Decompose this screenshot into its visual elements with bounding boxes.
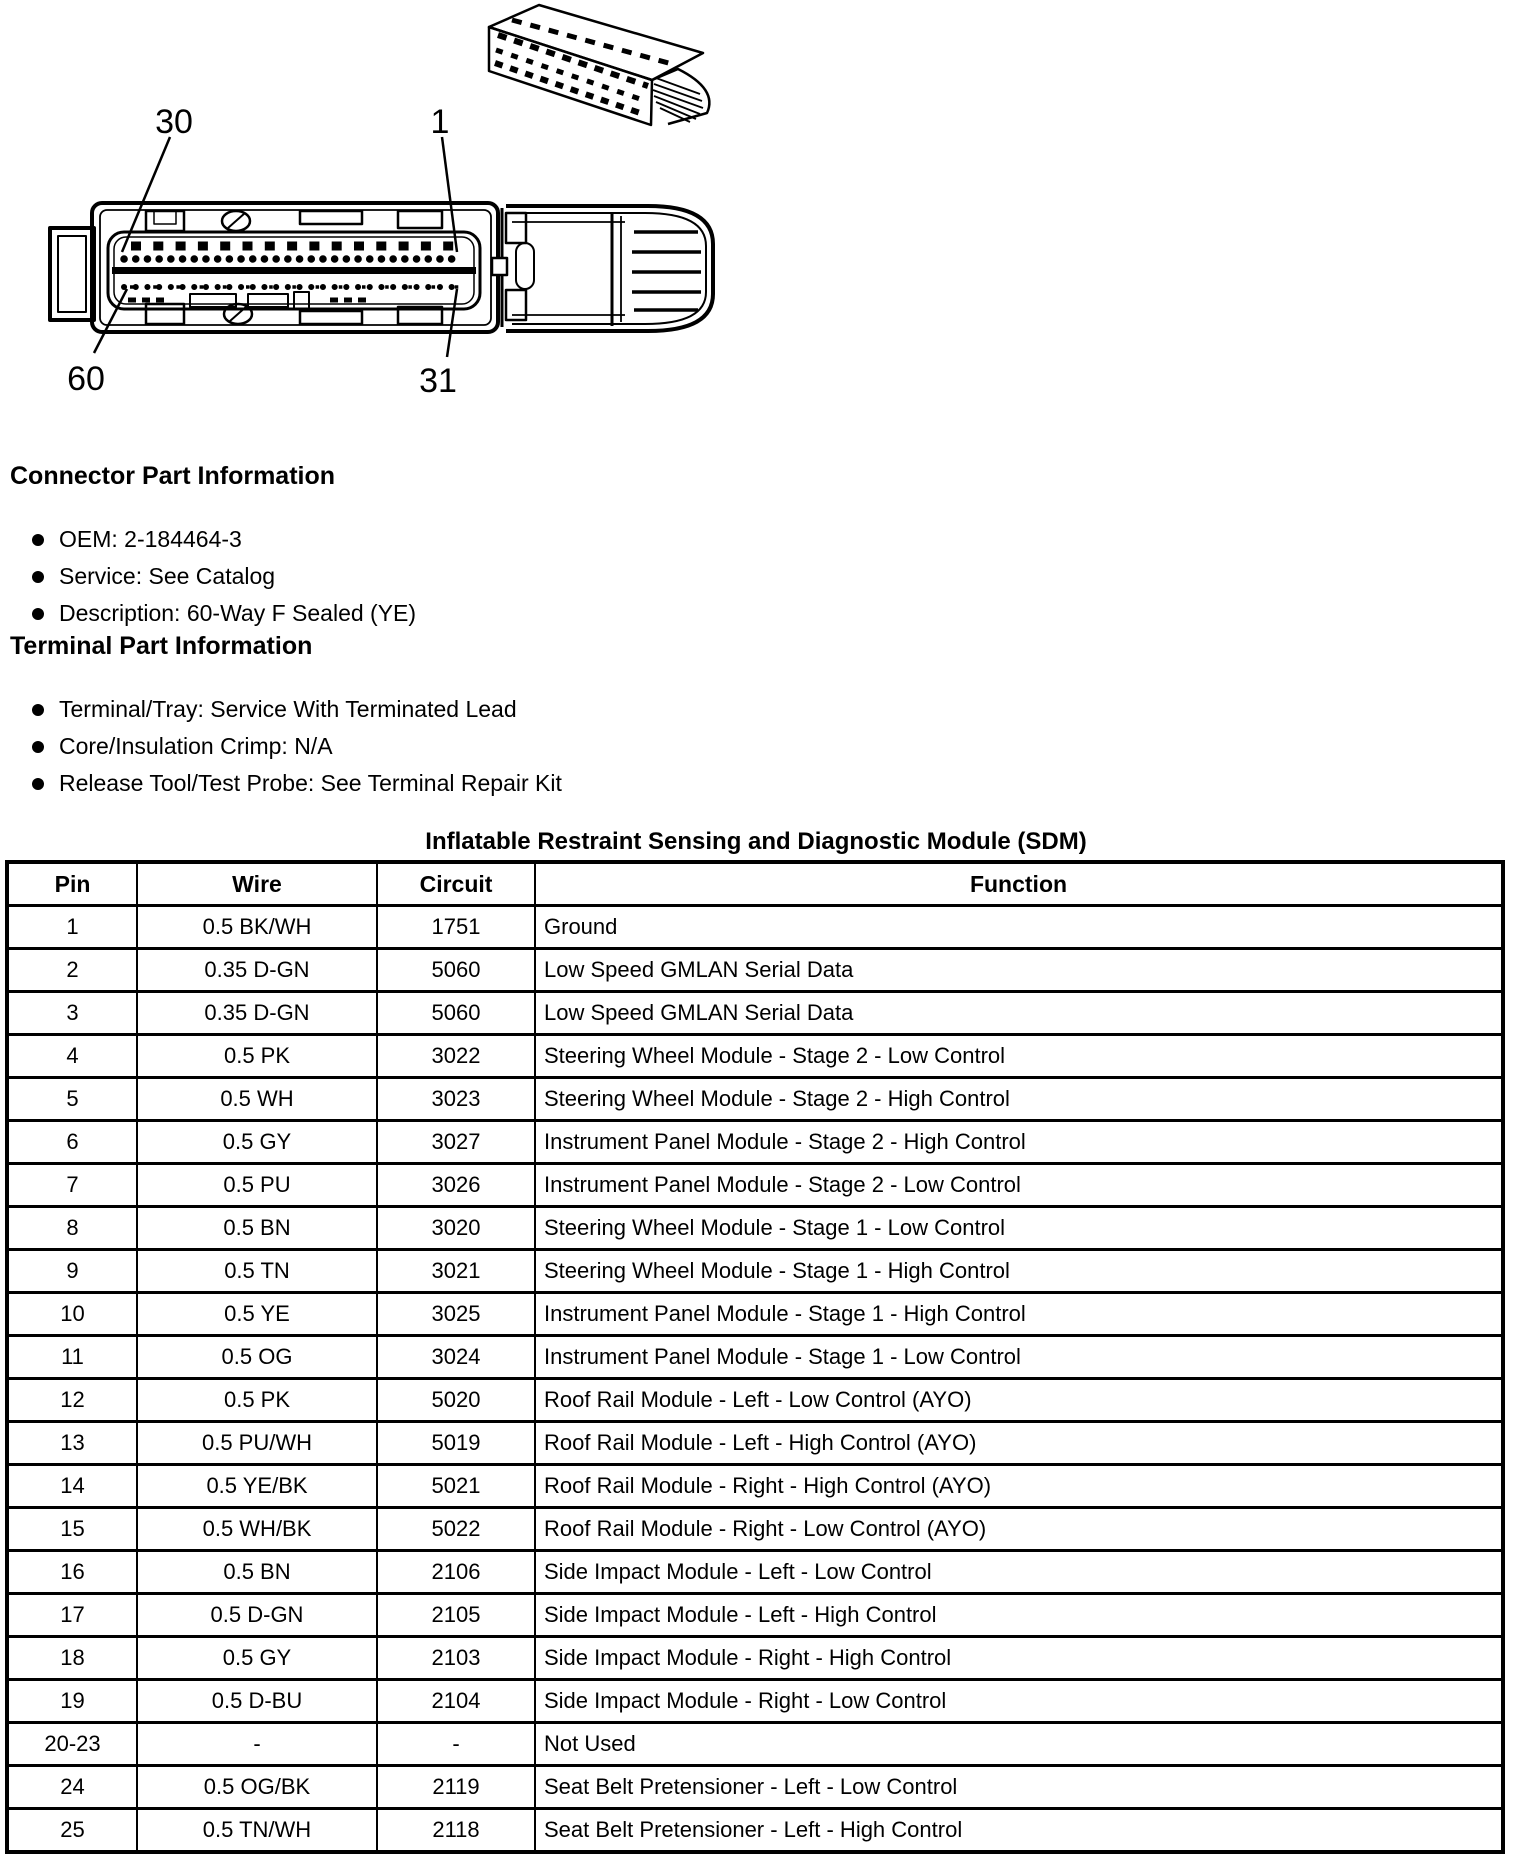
circuit-cell: 2106 [377,1551,535,1594]
table-row [7,1078,1503,1121]
bullet-item [10,595,416,632]
function-cell: Steering Wheel Module - Stage 1 - Low Control [535,1207,1503,1250]
pinout-table-body [7,906,1503,1853]
table-row [7,1422,1503,1465]
bullet-item [10,691,562,728]
circuit-cell: 2119 [377,1766,535,1809]
circuit-cell: 3027 [377,1121,535,1164]
circuit-cell: 5021 [377,1465,535,1508]
wire-cell: 0.5 GY [137,1121,377,1164]
table-row [7,1164,1503,1207]
bullet-item [10,521,416,558]
pin-cell: 3 [7,992,137,1035]
pin-cell: 2 [7,949,137,992]
circuit-cell: 3024 [377,1336,535,1379]
pin-cell: 19 [7,1680,137,1723]
bullet-icon [32,571,44,583]
function-cell: Side Impact Module - Left - Low Control [535,1551,1503,1594]
table-row [7,1723,1503,1766]
bullet-icon [32,778,44,790]
wire-cell: 0.5 PU/WH [137,1422,377,1465]
circuit-cell: 3020 [377,1207,535,1250]
pin-31-label: 31 [419,362,457,400]
pin-cell: 16 [7,1551,137,1594]
table-row [7,949,1503,992]
table-row [7,1207,1503,1250]
function-cell: Seat Belt Pretensioner - Left - High Control [535,1809,1503,1853]
function-cell: Ground [535,906,1503,949]
function-cell: Roof Rail Module - Left - Low Control (AYO) [535,1379,1503,1422]
function-cell: Steering Wheel Module - Stage 2 - High Control [535,1078,1503,1121]
table-row [7,1766,1503,1809]
table-row [7,1121,1503,1164]
function-cell: Side Impact Module - Right - Low Control [535,1680,1503,1723]
circuit-cell: 3026 [377,1164,535,1207]
wire-cell: 0.5 TN/WH [137,1809,377,1853]
table-row [7,1293,1503,1336]
wire-cell: 0.35 D-GN [137,992,377,1035]
table-title: Inflatable Restraint Sensing and Diagnostic Module (SDM) [425,828,1087,855]
table-row [7,906,1503,949]
circuit-cell: 2105 [377,1594,535,1637]
circuit-cell: 2103 [377,1637,535,1680]
table-row [7,992,1503,1035]
connector-diagram [0,0,760,410]
function-cell: Not Used [535,1723,1503,1766]
table-row [7,1379,1503,1422]
wire-cell: 0.5 BN [137,1551,377,1594]
connector-isometric-diagram [489,5,709,125]
wire-cell: - [137,1723,377,1766]
terminal-part-bullet-list [10,691,562,802]
function-cell: Roof Rail Module - Right - Low Control (AYO) [535,1508,1503,1551]
function-cell: Low Speed GMLAN Serial Data [535,949,1503,992]
table-row [7,1336,1503,1379]
bullet-text: Release Tool/Test Probe: See Terminal Repair Kit [59,770,562,796]
table-row [7,1637,1503,1680]
bullet-text: Description: 60-Way F Sealed (YE) [59,600,417,626]
pin-30-label: 30 [155,103,193,141]
wire-cell: 0.5 GY [137,1637,377,1680]
table-row [7,1680,1503,1723]
function-cell: Instrument Panel Module - Stage 1 - High Control [535,1293,1503,1336]
table-row [7,1035,1503,1078]
circuit-cell: 5060 [377,949,535,992]
wire-cell: 0.5 WH [137,1078,377,1121]
circuit-cell: 3022 [377,1035,535,1078]
pin-cell: 20-23 [7,1723,137,1766]
pinout-table [5,860,1505,1854]
wire-cell: 0.5 D-GN [137,1594,377,1637]
table-row [7,1809,1503,1853]
circuit-cell: 3023 [377,1078,535,1121]
table-row [7,1508,1503,1551]
bullet-icon [32,704,44,716]
function-cell: Low Speed GMLAN Serial Data [535,992,1503,1035]
wire-cell: 0.5 WH/BK [137,1508,377,1551]
pin-cell: 14 [7,1465,137,1508]
bullet-text: OEM: 2-184464-3 [59,526,242,552]
wire-cell: 0.5 BK/WH [137,906,377,949]
pin-cell: 10 [7,1293,137,1336]
pin-1-label: 1 [430,103,450,141]
pin-cell: 18 [7,1637,137,1680]
circuit-cell: 2104 [377,1680,535,1723]
column-header-pin: Pin [7,862,137,906]
pin-cell: 6 [7,1121,137,1164]
circuit-cell: 5060 [377,992,535,1035]
pin-cell: 1 [7,906,137,949]
wire-cell: 0.5 TN [137,1250,377,1293]
bullet-item [10,728,562,765]
function-cell: Roof Rail Module - Right - High Control (AYO) [535,1465,1503,1508]
function-cell: Steering Wheel Module - Stage 1 - High Control [535,1250,1503,1293]
wire-cell: 0.5 OG [137,1336,377,1379]
pin-cell: 12 [7,1379,137,1422]
pin-cell: 24 [7,1766,137,1809]
wire-cell: 0.35 D-GN [137,949,377,992]
connector-front-view-diagram [50,203,713,332]
wire-cell: 0.5 YE [137,1293,377,1336]
bullet-item [10,765,562,802]
wire-cell: 0.5 PK [137,1035,377,1078]
wire-cell: 0.5 D-BU [137,1680,377,1723]
connector-part-bullet-list [10,521,416,632]
function-cell: Side Impact Module - Left - High Control [535,1594,1503,1637]
pin-cell: 5 [7,1078,137,1121]
column-header-function: Function [535,862,1503,906]
bullet-text: Core/Insulation Crimp: N/A [59,733,333,759]
wire-cell: 0.5 PK [137,1379,377,1422]
circuit-cell: 5019 [377,1422,535,1465]
function-cell: Roof Rail Module - Left - High Control (AYO) [535,1422,1503,1465]
bullet-text: Terminal/Tray: Service With Terminated Lead [59,696,517,722]
function-cell: Seat Belt Pretensioner - Left - Low Control [535,1766,1503,1809]
column-header-circuit: Circuit [377,862,535,906]
column-header-wire: Wire [137,862,377,906]
pin-cell: 17 [7,1594,137,1637]
function-cell: Instrument Panel Module - Stage 1 - Low Control [535,1336,1503,1379]
function-cell: Instrument Panel Module - Stage 2 - High Control [535,1121,1503,1164]
pin-cell: 11 [7,1336,137,1379]
table-header-row [7,862,1503,906]
circuit-cell: 5022 [377,1508,535,1551]
pin-cell: 8 [7,1207,137,1250]
pin-cell: 13 [7,1422,137,1465]
circuit-cell: - [377,1723,535,1766]
wire-cell: 0.5 OG/BK [137,1766,377,1809]
pin-cell: 25 [7,1809,137,1853]
circuit-cell: 5020 [377,1379,535,1422]
pin-cell: 7 [7,1164,137,1207]
wire-cell: 0.5 PU [137,1164,377,1207]
wire-cell: 0.5 YE/BK [137,1465,377,1508]
pin-cell: 9 [7,1250,137,1293]
circuit-cell: 3025 [377,1293,535,1336]
circuit-cell: 2118 [377,1809,535,1853]
circuit-cell: 3021 [377,1250,535,1293]
table-row [7,1465,1503,1508]
function-cell: Steering Wheel Module - Stage 2 - Low Control [535,1035,1503,1078]
bullet-item [10,558,416,595]
bullet-icon [32,534,44,546]
bullet-icon [32,608,44,620]
pin-60-label: 60 [67,360,105,398]
table-row [7,1594,1503,1637]
bullet-text: Service: See Catalog [59,563,276,589]
circuit-cell: 1751 [377,906,535,949]
table-row [7,1250,1503,1293]
wire-cell: 0.5 BN [137,1207,377,1250]
table-row [7,1551,1503,1594]
function-cell: Side Impact Module - Right - High Control [535,1637,1503,1680]
pin-cell: 15 [7,1508,137,1551]
section-heading-terminal-part-information: Terminal Part Information [10,632,313,660]
function-cell: Instrument Panel Module - Stage 2 - Low Control [535,1164,1503,1207]
bullet-icon [32,741,44,753]
section-heading-connector-part-information: Connector Part Information [10,462,336,490]
pin-cell: 4 [7,1035,137,1078]
